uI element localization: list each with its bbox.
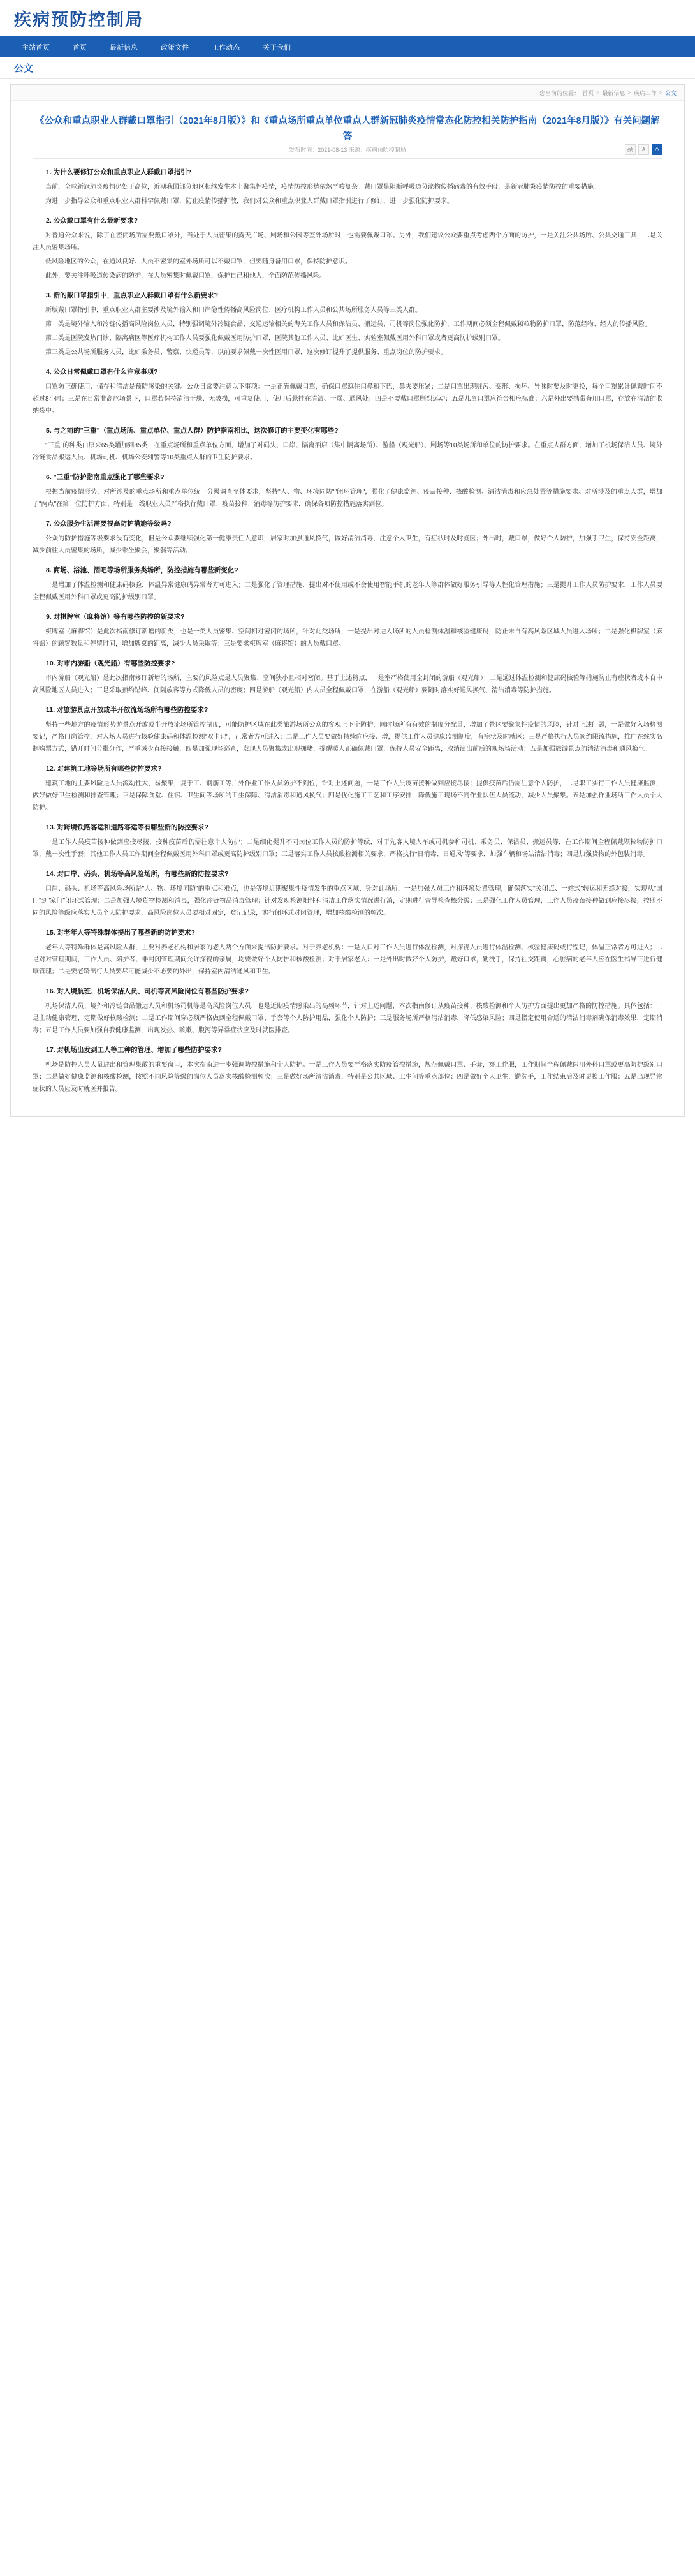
answer-paragraph: 公众的防护措施等级要求没有变化，但是公众要继续强化第一健康责任人意识，居家时加强通风换气，做好清洁消毒，注意个人卫生，有症状时及时就医；外出时，戴口罩，做好个人防护，加强手卫生，保持安全距离，减少前往人员密集的场所，减少乘坐聚会，聚餐等活动。	[33, 535, 662, 554]
answer-paragraph: 一是工作人员疫苗接种做到应接尽接，接种疫苗后仍需注意个人防护；二是细化提升不同岗位工作人员的防护等级，对于先客人境人车或司机参和司机、乘务员、保洁员、搬运员等，在工作期间全程佩戴颗粒物防护口罩，戴一次性手套；其他工作人员工作期间全程佩戴医用外科口罩或更高防护级别口罩；三是落实工作人员核酸检测相关要求，严格执行"日消毒、日通风"等要求，加强车辆和场站清洁消毒；四是加强货物的外包装消毒。	[33, 839, 662, 858]
question-heading-9: 9. 对棋牌室（麻将馆）等有哪些防控的新要求?	[46, 613, 185, 621]
nav-item-2[interactable]: 最新信息	[110, 44, 138, 52]
answer-paragraph: 当前，全球新冠肺炎疫情仍处于高位，近期我国部分地区相继发生本土聚集性疫情，疫情防控形势依然严峻复杂。戴口罩是阻断呼吸道分泌物传播病毒的有效手段，是新冠肺炎疫情防控的重要措施。	[45, 184, 600, 191]
breadcrumb-separator-3: >	[659, 89, 662, 96]
question-heading-5: 5. 与之前的"三重"（重点场所、重点单位、重点人群）防护指南相比，这次修订的主要变化有哪些?	[46, 427, 339, 434]
question-heading-12: 12. 对建筑工地等场所有哪些防控要求?	[46, 765, 162, 773]
answer-paragraph: 坚持一些地方的疫情形势游景点开放或半开放流场所管控制度，可能防护区域在此类旅游场所公众的客观上下个防护，同时场所有有效的制度分配量，增加了景区要聚集性疫情的风险，针对上述问题，一是做好入场检测要记，严格门岗管控，对入场人员进行核验健康码和体温检测"双卡记"，正常者方可进入；二是工作人员要做好持续向应接、增，提供工作人员健康监测制度，有症状及时就医；三是严格执行人员预约限流措施，推广在线实名制购票方式，错开时间分批分作，严重减少直接接触，四是加强现场巡查，发现人员聚集或出现拥堵，提醒暖人正确佩戴口罩，保持人员安全距离，取消演出前后的现场场活动；五是加强旅游景点的清洁消毒和通风换气。	[33, 722, 662, 753]
question-heading-7: 7. 公众服务生活需要提高防护措施等级吗?	[46, 520, 172, 528]
article-meta: 发布时间：2021-08-13 来源：疾病预防控制局	[289, 147, 406, 153]
print-icon[interactable]: 🖨	[625, 144, 636, 155]
nav-item-3[interactable]: 政策文件	[161, 44, 189, 52]
page-wrapper	[0, 79, 695, 1130]
question-heading-2: 2. 公众戴口罩有什么最新要求?	[46, 217, 138, 225]
answer-paragraph: 棋牌室（麻将馆）是此次指南修订新增的新类，也是一类人员密集、空间相对密闭的场所，针对此类场所，一是提出对进入场所的人员检测体温和核验健康码，防止未自有高风险区域人员进入场所；二是强化棋牌室（麻将馆）的顾客数量和停留时间，增加牌桌的距离，减少人员采取等；三是要求棋牌室（麻将馆）的人员戴口罩。	[33, 628, 662, 648]
answer-paragraph: 机场是防控人员大量进出和管理集散的重要窗口，本次指南进一步强调防控措施和个人防护。一是工作人员要严格落实防疫管控措施，规范佩戴口罩、手套，穿工作服，工作期间全程佩戴医用外科口罩或更高防护级别口罩；二是做好健康监测和核酸检测，按照不同风险等级的岗位人员落实核酸检测频次；三是做好场所清洁消毒，特别是公共区域、卫生间等重点部位；四是做好个人卫生，勤洗手，工作结束后及时更换工作服；五是出现异常症状的人员应及时就医并报告。	[33, 1062, 662, 1093]
share-icon[interactable]: ♺	[652, 144, 662, 155]
question-heading-10: 10. 对市内游船（观光船）有哪些防控要求?	[46, 660, 175, 667]
main-navigation	[0, 38, 695, 57]
answer-paragraph: 第二类是医院发热门诊、隔离病区等医疗机构工作人员要强化佩戴医用防护口罩，医院其他工作人员、比如医生、实验室佩戴医用外科口罩或者更高防护级别口罩。	[45, 335, 504, 342]
font-size-icon[interactable]: A	[638, 144, 649, 155]
answer-paragraph: 口岸、码头、机场等高风险场所是"人、物、环境同防"的重点和难点，也是等境近期聚集性疫情发生的重点区域，针对此场所，一是加强人员工作和环境处置管理，确保落实"关闭点、一站式"转运和无缝对接，实现从"国门"到"家门"闭环式管理；二是加强人境货物检测和消毒，强化冷链物品消毒管理；针对发现检测阳性和清洁工作落实情况进行消，定期进行督导检查核分级；三是强化工作人员管理，工作人员疫苗接种做到应接尽接，按照不同的风险等级应落实人员个人防护要求，高风险岗位人员要相对固定，登记记录，实行闭环式对闭管理，增加核酸检测的频次。	[33, 885, 662, 917]
answer-paragraph: 机场保洁人员、境外和冷链食品搬运人员和机场司机等是高风险岗位人员，也是近期疫情感染出的高频环节，针对上述问题，本次指南修订从疫苗接种、核酸检测和个人防护方面提出更加严格的防控措施。具体包括：一是主动健康管理，定期做好核酸检测；二是工作期间穿必须严格做到全程佩戴口罩、手套等个人防护用品，强化个人防护；三是服务场所严格清洁消毒，降低感染风险；四是指定使用合适的清洁消毒剂确保消毒效果，定期消毒；五是工作人员要加强自我健康监测，出现发热、咳嗽、腹泻等异常症状应及时就医排查。	[33, 1003, 662, 1034]
article-meta-row	[33, 145, 662, 159]
question-heading-16: 16. 对入境航班、机场保洁人员、司机等高风险岗位有哪些防护要求?	[46, 988, 249, 995]
section-title: 公文	[14, 63, 34, 74]
answer-paragraph: 为进一步指导公众和重点职业人群科学佩戴口罩，防止疫情传播扩散，我们对公众和重点职业人群戴口罩指引进行了修订，进一步强化防护要求。	[45, 198, 453, 205]
answer-paragraph: 市内游船（观光船）是此次指南修订新增的场所，主要的风险点是人员聚集、空间狭小且相对密闭。基于上述特点，一是室严格使用全封闭的游船（观光船）；二是通过体温检测和健康码核验等措施防止有症状者或本自中高风险地区人员进入；三是采取预约错峰、间隔放客等方式降低人员的密度；四是游船（观光船）内人员全程佩戴口罩，在游船（观光船）要随时落实好通风换气、清洁消毒等防护措施。	[33, 675, 662, 694]
breadcrumb-separator-1: >	[596, 89, 600, 96]
breadcrumb-item-work[interactable]: 疾病工作	[633, 89, 657, 96]
answer-paragraph: 此外，要关注呼吸道传染病的防护，在人员密集时佩戴口罩，保护自己和他人，全面防范传播风险。	[45, 272, 326, 279]
breadcrumb	[11, 85, 684, 101]
article-tools	[625, 144, 662, 155]
answer-paragraph: 老年人等特殊群体是高风险人群，主要对养老机构和居家的老人两个方面来提出防护要求。对于养老机构：一是人口对工作人员进行体温检测，对探视人员进行体温检测、核验健康码或行程记，体温正常者方可进入；二是对对管理期间，工作人员、陪护者、非封闭管理期间允许探视的亲属，均要做好个人防护和核酸检测；对于居家老人：一是外出时做好个人防护，戴好口罩，勤洗手，保持社交距离，心脏病的老年人应在医生指导下进行健康管理；二是要老龄出行人员要尽可能减少不必要的外出，保持室内清洁通风和卫生。	[33, 944, 662, 975]
nav-item-5[interactable]: 关于我们	[263, 44, 291, 52]
answer-paragraph: 对普通公众来说，除了在密闭场所需要戴口罩外，当处于人员密集的露天广场、剧场和公园等室外场所时，也需要佩戴口罩。另外，我们建议公众要重点考虑两个方面的防护，一是关注公共场所、公共交通工具，二是关注人员密集场所。	[33, 232, 662, 251]
answer-paragraph: 口罩防正确使用、储存和清洁是预防感染的关键。公众日常要注意以下事项：一是正确佩戴口罩，确保口罩遮住口鼻和下巴，鼻夹要压紧；二是口罩出现脏污、变形、损坏、异味时要及时更换，每个口罩累计佩戴时间不超过8小时；三是在日常非高危场景下，口罩若保持清洁干燥、无破损，可重复使用，使用后悬挂在清洁、干燥、通风处；四是不要戴口罩剧烈运动；五是儿童口罩应符合相应标准；六是外出要携带备用口罩，存放在清洁的收纳袋中。	[33, 383, 662, 415]
nav-item-0[interactable]: 主站首页	[22, 44, 50, 52]
page-title: 《公众和重点职业人群戴口罩指引（2021年8月版）》和《重点场所重点单位重点人群新冠肺炎疫情常态化防控相关防护指南（2021年8月版）》有关问题解答	[35, 116, 660, 142]
answer-paragraph: 根据当前疫情形势，对所涉及的重点场所和重点单位统一分级调查至体要求，坚持"人、物、环境同防""闭环管理"，强化了健康监测、疫苗接种、核酸检测、清洁消毒和应急处置等措施要求。对所涉及的重点人群，增加了"两点"在第一位防护方面，特别是一线职业人员严格执行戴口罩、疫苗接种、消毒等防护要求，确保各项防控措施落实到位。	[33, 489, 662, 508]
answer-paragraph: 新版戴口罩指引中，重点职业人群主要涉及境外输入和口岸隐性传播高风险岗位、医疗机构工作人员和公共场所服务人员等三类人群。	[45, 307, 421, 314]
answer-paragraph: 一是增加了体温检测和健康码核验，体温异常健康码异常者方可进入；二是强化了管理措施，提出对不使用或不会使用智能手机的老年人等群体做好服务引导等人性化管理措施；三是提升工作人员防护要求，工作人员要全程佩戴医用外科口罩或更高防护级别口罩。	[33, 582, 662, 601]
site-logo: 疾病预防控制局	[14, 10, 143, 29]
answer-paragraph: 第一类是境外输入和冷链传播高风险岗位人员，特别强调境外冷链食品、交通运输相关的海关工作人员和保洁员、搬运员、司机等岗位强化防护，工作期间必须全程佩戴颗粒物防护口罩，防范经物、经人的传播风险。	[45, 321, 651, 328]
breadcrumb-prefix: 您当前的位置：	[539, 89, 580, 96]
content-card	[10, 84, 685, 1117]
breadcrumb-item-home[interactable]: 首页	[582, 89, 594, 96]
question-heading-3: 3. 新的戴口罩指引中，重点职业人群戴口罩有什么新要求?	[46, 292, 219, 299]
question-heading-11: 11. 对旅游景点开放或半开放流场场所有哪些防控要求?	[46, 706, 208, 714]
question-heading-17: 17. 对机场出发到工人等工种的管理、增加了哪些防护要求?	[46, 1046, 222, 1054]
section-title-bar	[0, 57, 695, 79]
question-heading-13: 13. 对跨境铁路客运和道路客运等有哪些新的防控要求?	[46, 824, 208, 831]
question-heading-8: 8. 商场、浴池、酒吧等场所服务类场所，防控措施有哪些新变化?	[46, 566, 238, 574]
answer-paragraph: 第三类是公共场所服务人员，比如乘务员、警察、快递员等，以前要求佩戴一次性医用口罩，这次修订提升了提供服务、重点岗位的防护要求。	[45, 349, 447, 356]
answer-paragraph: "三重"的种类由原来65类增加到85类，在重点场所和重点单位方面，增加了对码头、口岸、隔离酒店（集中隔离场所）、游船（观光船）、剧场等10类场所和单位的防护要求。在重点人群方面，增加了机场保洁人员、境外冷链食品搬运人员、机场司机、机场公安辅警等10类重点人群的卫生防护要求。	[33, 442, 662, 461]
site-header	[0, 0, 695, 38]
question-heading-4: 4. 公众日常佩戴口罩有什么注意事项?	[46, 368, 158, 376]
breadcrumb-separator-2: >	[627, 89, 631, 96]
question-heading-1: 1. 为什么要修订公众和重点职业人群戴口罩指引?	[46, 168, 192, 176]
article	[11, 101, 684, 1116]
nav-item-4[interactable]: 工作动态	[212, 44, 240, 52]
question-heading-6: 6. "三重"防护指南重点强化了哪些要求?	[46, 473, 165, 481]
question-heading-14: 14. 对口岸、码头、机场等高风险场所，有哪些新的防控要求?	[46, 870, 229, 878]
answer-paragraph: 低风险地区的公众，在通风良好、人员不密集的室外场所可以不戴口罩，但要随身备用口罩，保持防护意识。	[45, 258, 351, 265]
breadcrumb-current: 公文	[664, 89, 677, 96]
question-heading-15: 15. 对老年人等特殊群体提出了哪些新的防护要求?	[46, 929, 195, 936]
answer-paragraph: 建筑工地的主要风险是人员流动性大，易聚集，复于工、钢筋工等户外作业工作人员防护不到位，针对上述问题，一是工作人员疫苗接种做到应接尽接；提供疫苗后仍需注意个人防护，二是职工实行工作人员健康监测，做好做好卫生检测和排查管理；三是保障食堂、住宿、卫生间等场所的卫生保障、清洁消毒和通风换气；四是优化施工工艺和工序安排，降低施工现场不同作业队伍人员流动，减少人员聚集。五是加强作业场所工作人员个人防护。	[33, 780, 662, 811]
nav-item-1[interactable]: 首页	[73, 44, 87, 52]
breadcrumb-item-news[interactable]: 最新信息	[602, 89, 626, 96]
